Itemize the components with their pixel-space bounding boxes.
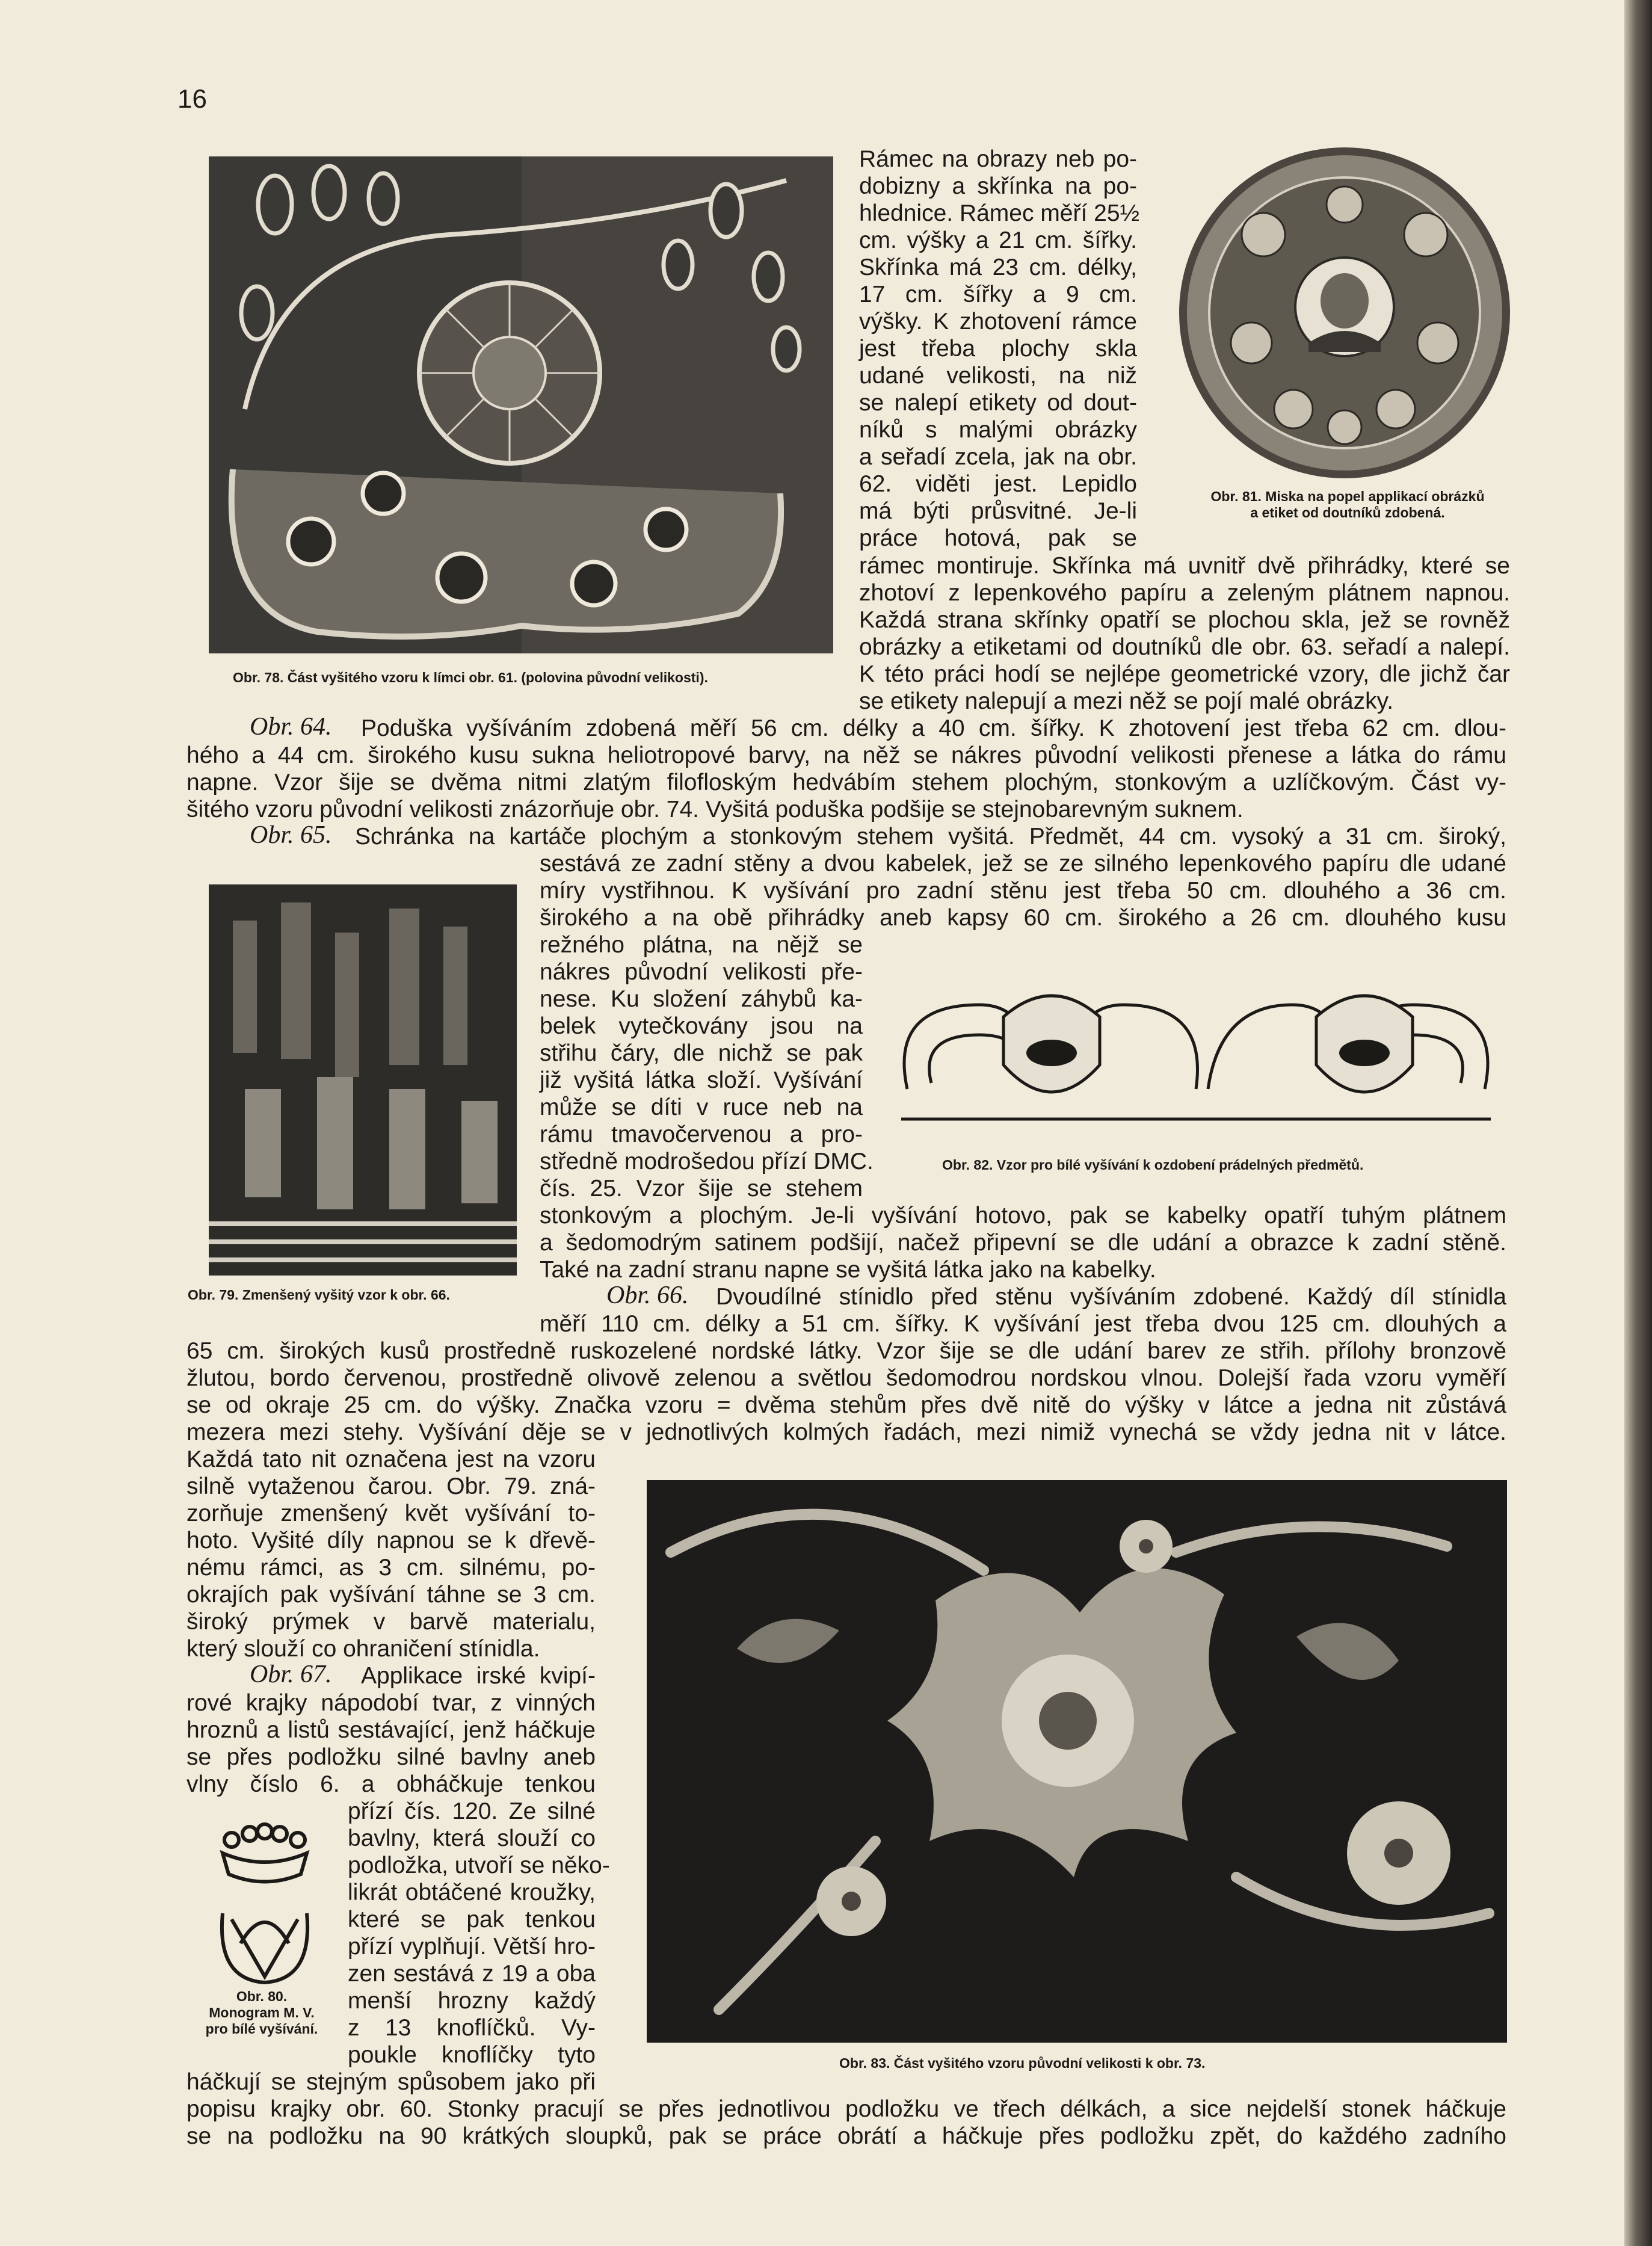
text-line: režného plátna, na nějž se: [540, 932, 863, 958]
text-line: se etikety nalepují a mezi něž se pojí malé obrázky.: [859, 688, 1394, 714]
caption-fig-82: Obr. 82. Vzor pro bílé vyšívání k ozdobení prádelných předmětů.: [942, 1157, 1364, 1173]
text-line: silně vytaženou čarou. Obr. 79. zná-: [186, 1473, 596, 1499]
text-line: zhotoví z lepenkového papíru a zeleným plátnem napnou.: [859, 580, 1510, 606]
text-line: rámec montiruje. Skřínka má uvnitř dvě přihrádky, které se: [859, 553, 1510, 579]
caption-fig-83: Obr. 83. Část vyšitého vzoru původní velikosti k obr. 73.: [839, 2055, 1206, 2071]
text-line: napne. Vzor šije se dvěma nitmi zlatým filofloským hedvábím stehem plochým, stonkovým a uzlíčkovým. Část vy-: [186, 770, 1506, 795]
text-line: měří 110 cm. délky a 51 cm. šířky. K vyšívání jest třeba dvou 125 cm. dlouhých a: [540, 1311, 1506, 1337]
caption-fig-81-line2: a etiket od doutníků zdobená.: [1250, 505, 1445, 520]
text-line: který slouží co ohraničení stínidla.: [186, 1636, 540, 1662]
text-line: zen sestává z 19 a oba: [348, 1961, 596, 1987]
figure-79-embroidered-pattern: [209, 884, 517, 1276]
text-line: nákres původní velikosti pře-: [540, 959, 863, 985]
text-line: Skřínka má 23 cm. délky,: [859, 255, 1137, 280]
text-line: míry vystřihnou. K vyšívání pro zadní stěnu jest třeba 50 cm. dlouhého a 36 cm.: [540, 878, 1506, 904]
obr-65-ref: Obr. 65.: [250, 821, 332, 849]
text-line: z 13 knoflíčků. Vy-: [348, 2015, 596, 2041]
text-line: bavlny, která slouží co: [348, 1825, 596, 1851]
figure-78-embroidered-collar: [209, 156, 833, 653]
text-line: Každá strana skřínky opatří se plochou skla, jež se rovněž: [859, 607, 1510, 633]
text-line: dobizny a skřínka na po-: [859, 173, 1137, 199]
figure-80-monogram: [205, 1817, 325, 1985]
text-line: střihu čáry, dle nichž se pak: [540, 1040, 863, 1066]
text-line: se od okraje 25 cm. do výšky. Značka vzoru = dvěma stehům přes dvě nitě do výšky v látce a jedna nit zůstává: [186, 1392, 1506, 1418]
text-line: mezera mezi stehy. Vyšívání děje se v jednotlivých kolmých řadách, mezi nimiž vynechá se vždy jedna nit v látce.: [186, 1419, 1506, 1445]
text-line: se nalepí etikety od dout-: [859, 390, 1137, 416]
caption-fig-80-line3: pro bílé vyšívání.: [205, 2021, 318, 2037]
text-line: Schránka na kartáče plochým a stonkovým stehem vyšitá. Předmět, 44 cm. vysoký a 31 cm. široký,: [355, 824, 1506, 850]
text-line: 65 cm. širokých kusů prostředně ruskozelené nordské látky. Vzor šije se dle udání barev ze střih. přílohy bronzově: [186, 1338, 1506, 1364]
text-line: které se pak tenkou: [348, 1907, 596, 1933]
text-line: výšky. K zhotovení rámce: [859, 309, 1137, 335]
text-line: udané velikosti, na niž: [859, 363, 1137, 389]
text-line: Rámec na obrazy neb po-: [859, 146, 1137, 172]
text-line: obrázky a etiketami od doutníků dle obr. 63. seřadí a nalepí.: [859, 634, 1510, 660]
text-line: čís. 25. Vzor šije se stehem: [540, 1176, 863, 1202]
caption-fig-80-line1: Obr. 80.: [236, 1988, 288, 2004]
text-line: Každá tato nit označena jest na vzoru: [186, 1446, 596, 1472]
book-spine: [1624, 0, 1652, 2246]
obr-66-ref: Obr. 66.: [606, 1282, 689, 1309]
text-line: likrát obtáčené kroužky,: [348, 1880, 596, 1905]
text-line: okrajích pak vyšívání táhne se 3 cm.: [186, 1582, 596, 1608]
text-line: háčkují se stejným spůsobem jako při: [186, 2069, 596, 2095]
text-line: K této práci hodí se nejlépe geometrické vzory, dle jichž čar: [859, 661, 1510, 687]
text-line: hlednice. Rámec měří 25½: [859, 200, 1140, 226]
text-line: se na podložku na 90 krátkých sloupků, pak se práce obrátí a háčkuje přes podložku zpět, do každého zadního: [186, 2123, 1506, 2149]
text-line: přízí vyplňují. Větší hro-: [348, 1934, 596, 1960]
text-line: hroznů a listů sestávající, jenž háčkuje: [186, 1717, 596, 1743]
text-line: vlny číslo 6. a obháčkuje tenkou: [186, 1771, 596, 1797]
text-line: zorňuje zmenšený květ vyšívání to-: [186, 1501, 596, 1526]
text-line: 17 cm. šířky a 9 cm.: [859, 282, 1137, 307]
text-line: níků s malými obrázky: [859, 417, 1137, 443]
text-line: nému rámci, as 3 cm. silnému, po-: [186, 1555, 596, 1581]
text-line: cm. výšky a 21 cm. šířky.: [859, 227, 1137, 253]
text-line: Dvoudílné stínidlo před stěnu vyšíváním zdobené. Každý díl stínidla: [716, 1284, 1506, 1310]
text-line: Poduška vyšíváním zdobená měří 56 cm. délky a 40 cm. šířky. K zhotovení jest třeba 62 cm. dlou-: [361, 715, 1506, 741]
text-line: a seřadí zcela, jak na obr.: [859, 444, 1137, 470]
text-line: Applikace irské kvipí-: [361, 1663, 596, 1689]
text-line: belek vytečkovány jsou na: [540, 1013, 863, 1039]
caption-fig-81-line1: Obr. 81. Miska na popel applikací obrázků: [1210, 489, 1485, 504]
text-line: podložka, utvoří se něko-: [348, 1853, 610, 1878]
text-line: širokého a na obě přihrádky aneb kapsy 60 cm. širokého a 26 cm. dlouhého kusu: [540, 905, 1506, 931]
text-line: 62. viděti jest. Lepidlo: [859, 471, 1137, 497]
caption-fig-80: [186, 1988, 337, 2037]
text-line: může se díti v ruce neb na: [540, 1094, 863, 1120]
caption-fig-78: Obr. 78. Část vyšitého vzoru k límci obr. 61. (polovina původní velikosti).: [233, 670, 708, 685]
text-line: sestává ze zadní stěny a dvou kabelek, jež se ze silného lepenkového papíru dle udané: [540, 851, 1506, 877]
text-line: Také na zadní stranu napne se vyšitá látka jako na kabelky.: [540, 1257, 1156, 1283]
page-number: 16: [177, 84, 207, 114]
text-line: nese. Ku složení záhybů ka-: [540, 986, 863, 1012]
figure-82-white-embroidery-pattern: [895, 969, 1497, 1131]
caption-fig-80-line2: Monogram M. V.: [209, 2005, 315, 2020]
text-line: a šedomodrým satinem podšijí, načež připevní se dle udání a obrazce k zadní stěně.: [540, 1230, 1506, 1256]
caption-fig-79: Obr. 79. Zmenšený vyšitý vzor k obr. 66.: [188, 1287, 450, 1303]
text-line: práce hotová, pak se: [859, 525, 1137, 551]
text-line: se přes podložku silné bavlny aneb: [186, 1744, 596, 1770]
text-line: poukle knoflíčky tyto: [348, 2042, 596, 2068]
text-line: rové krajky nápodobí tvar, z vinných: [186, 1690, 596, 1716]
text-line: přízí čís. 120. Ze silné: [348, 1798, 596, 1824]
text-line: žlutou, bordo červenou, prostředně olivově zelenou a světlou šedomodrou nordskou vlnou. Dolejší řada vzoru vyměří: [186, 1365, 1506, 1391]
obr-67-ref: Obr. 67.: [250, 1661, 332, 1688]
obr-64-ref: Obr. 64.: [250, 713, 332, 741]
text-line: menší hrozny každý: [348, 1988, 596, 2014]
text-line: rámu tmavočervenou a pro-: [540, 1121, 863, 1147]
text-line: široký prýmek v barvě materialu,: [186, 1609, 596, 1635]
text-line: šitého vzoru původní velikosti znázorňuje obr. 74. Vyšitá poduška podšije se stejnobarevným suknem.: [186, 797, 1244, 822]
text-line: má býti průsvitné. Je-li: [859, 498, 1137, 524]
text-line: hoto. Vyšité díly napnou se k dřevě-: [186, 1528, 596, 1553]
figure-81-ashtray: [1173, 144, 1516, 481]
text-line: jest třeba plochy skla: [859, 336, 1137, 362]
text-line: středně modrošedou přízí DMC.: [540, 1149, 874, 1174]
text-line: hého a 44 cm. širokého kusu sukna heliotropové barvy, na něž se nákres původní velikosti přenese a látka do rámu: [186, 742, 1506, 768]
text-line: již vyšitá látka složí. Vyšívání: [540, 1067, 863, 1093]
figure-83-embroidered-flowers: [647, 1480, 1507, 2043]
caption-fig-81: [1167, 489, 1528, 521]
text-line: popisu krajky obr. 60. Stonky pracují se přes jednotlivou podložku ve třech délkách, a sice nejdelší stonek háčkuje: [186, 2096, 1506, 2122]
text-line: stonkovým a plochým. Je-li vyšívání hotovo, pak se kabelky opatří tuhým plátnem: [540, 1203, 1506, 1229]
